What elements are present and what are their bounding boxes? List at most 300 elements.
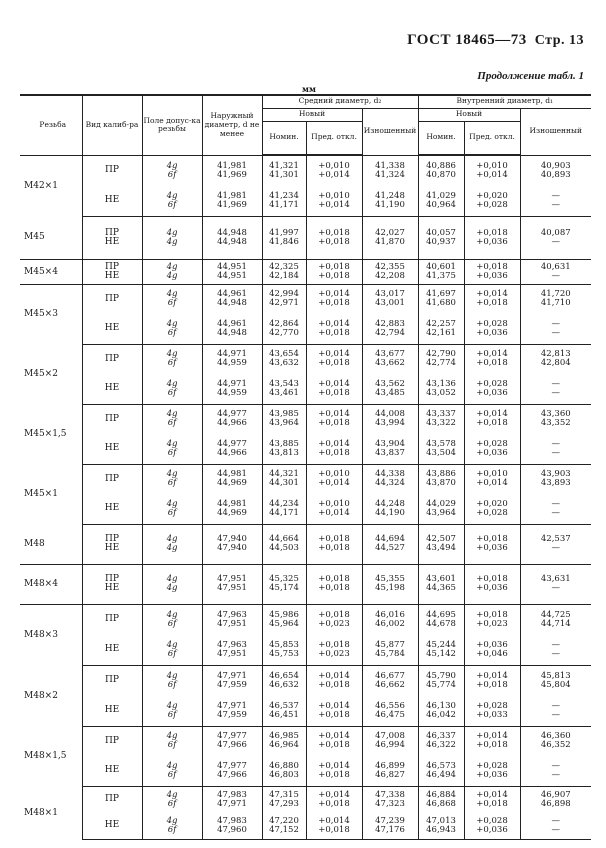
inner-deviation-value: +0,014	[476, 169, 508, 180]
pitch-worn-value: 41,248	[375, 190, 405, 201]
pitch-worn-value: 43,662	[375, 358, 405, 369]
inner-deviation-value: +0,020	[476, 190, 508, 201]
inner-worn-value: —	[551, 769, 561, 780]
pitch-worn-value: 41,870	[375, 236, 405, 247]
inner-worn-value: —	[551, 543, 561, 553]
inner-worn-value: —	[551, 760, 561, 771]
pitch-nominal	[262, 284, 306, 314]
inner-deviation-value: +0,028	[476, 507, 508, 518]
outer-diameter	[202, 786, 262, 813]
col-gauge-type: Вид калиб-ра	[82, 95, 142, 155]
outer-diameter-value: 41,969	[217, 169, 247, 180]
pitch-deviation-value: +0,014	[318, 409, 350, 420]
outer-diameter	[202, 604, 262, 635]
outer-diameter-value: 44,969	[217, 507, 247, 518]
inner-nominal-value: 43,886	[426, 469, 456, 480]
inner-nominal	[418, 604, 464, 635]
gauge-type-value: ПР НЕ	[104, 574, 120, 593]
inner-deviation-value: +0,028	[476, 438, 508, 449]
inner-nominal-value: 46,884	[426, 789, 456, 800]
table-row	[20, 604, 591, 635]
inner-deviation-value: +0,018	[476, 534, 508, 544]
gauge-type-value: ПР	[105, 413, 119, 424]
pitch-worn-value: 47,239	[375, 815, 405, 826]
outer-diameter-value: 44,959	[217, 358, 247, 369]
inner-nominal-value: 43,870	[426, 478, 456, 489]
pitch-worn-value: 43,677	[375, 349, 405, 360]
inner-deviation-value: +0,028	[476, 378, 508, 389]
tolerance-field-value: 4g	[166, 543, 178, 553]
inner-deviation-value: +0,014	[476, 478, 508, 489]
tolerance-field-value: 6f	[167, 740, 177, 751]
inner-deviation-value: +0,018	[476, 227, 508, 238]
pitch-nominal	[262, 186, 306, 217]
inner-nominal-value: 42,507	[426, 534, 456, 544]
tolerance-field	[142, 434, 202, 464]
gauge-type-value: ПР	[105, 675, 119, 685]
pitch-nominal	[262, 696, 306, 727]
inner-nominal-value: 41,680	[426, 298, 456, 309]
inner-deviation-value: +0,036	[476, 387, 508, 398]
col-pitch-deviation: Пред. откл.	[306, 121, 362, 155]
outer-diameter-value: 44,971	[217, 349, 247, 360]
tolerance-field-value: 4g	[166, 160, 178, 171]
inner-nominal-value: 45,142	[426, 648, 456, 659]
inner-worn	[520, 813, 591, 840]
inner-worn	[520, 186, 591, 217]
tolerance-field-value: 4g	[166, 190, 178, 201]
outer-diameter-value: 47,963	[217, 609, 247, 620]
inner-worn-value: —	[551, 438, 561, 449]
inner-nominal	[418, 186, 464, 217]
inner-nominal	[418, 284, 464, 314]
outer-diameter-value: 41,981	[217, 160, 247, 171]
inner-deviation	[464, 314, 520, 344]
inner-nominal-value: 46,042	[426, 709, 456, 720]
pitch-worn-value: 45,355	[375, 574, 405, 584]
inner-nominal-value: 40,937	[426, 236, 456, 247]
pitch-nominal-value: 43,813	[269, 447, 299, 458]
outer-diameter-value: 44,951	[217, 270, 247, 281]
outer-diameter-value: 44,948	[217, 327, 247, 338]
outer-diameter-value: 44,961	[217, 318, 247, 329]
inner-worn-value: —	[551, 583, 561, 593]
tolerance-field-value: 4g	[166, 760, 178, 771]
pitch-worn	[362, 696, 418, 727]
inner-worn	[520, 314, 591, 344]
inner-deviation-value: +0,018	[476, 679, 508, 690]
inner-nominal-value: 45,790	[426, 670, 456, 681]
pitch-nominal-value: 42,994	[269, 289, 299, 300]
gauge-type	[82, 564, 142, 604]
inner-deviation-value: +0,018	[476, 740, 508, 751]
inner-worn-value: 43,903	[540, 469, 571, 480]
tolerance-field	[142, 314, 202, 344]
inner-nominal-value: 43,494	[426, 543, 456, 553]
pitch-nominal-value: 42,770	[269, 327, 299, 338]
inner-nominal-value: 43,136	[426, 378, 456, 389]
table-row	[20, 434, 591, 464]
inner-deviation	[464, 696, 520, 727]
table-row	[20, 259, 591, 284]
inner-worn-value: —	[551, 815, 561, 826]
pitch-nominal	[262, 635, 306, 666]
gauge-type	[82, 434, 142, 464]
pitch-deviation-value: +0,018	[318, 824, 350, 835]
inner-nominal-value: 47,013	[426, 815, 456, 826]
pitch-nominal-value: 44,503	[269, 543, 299, 553]
tolerance-field-value: 6f	[167, 387, 177, 398]
pitch-nominal	[262, 259, 306, 284]
inner-worn-value: —	[551, 327, 561, 338]
pitch-deviation-value: +0,018	[318, 358, 350, 369]
pitch-worn	[362, 344, 418, 374]
pitch-nominal	[262, 464, 306, 494]
tolerance-field	[142, 696, 202, 727]
inner-deviation	[464, 186, 520, 217]
pitch-worn-value: 44,338	[375, 469, 405, 480]
inner-deviation-value: +0,018	[476, 298, 508, 309]
outer-diameter-value: 44,948	[217, 298, 247, 309]
tolerance-field	[142, 374, 202, 404]
pitch-deviation-value: +0,010	[318, 469, 350, 480]
table-row	[20, 696, 591, 727]
inner-worn	[520, 756, 591, 786]
inner-nominal	[418, 155, 464, 186]
outer-diameter-value: 47,966	[217, 740, 247, 751]
outer-diameter-value: 44,951	[217, 261, 247, 272]
inner-worn	[520, 665, 591, 696]
outer-diameter-value: 47,951	[217, 618, 247, 629]
inner-deviation-value: +0,014	[476, 289, 508, 300]
inner-worn	[520, 635, 591, 666]
pitch-deviation-value: +0,018	[318, 679, 350, 690]
outer-diameter-value: 44,966	[217, 447, 247, 458]
tolerance-field	[142, 665, 202, 696]
tolerance-field-value: 4g	[166, 409, 178, 420]
inner-deviation-value: +0,010	[476, 469, 508, 480]
inner-deviation-value: +0,018	[476, 609, 508, 620]
inner-worn-value: 43,352	[540, 418, 571, 429]
inner-nominal	[418, 813, 464, 840]
inner-worn	[520, 464, 591, 494]
inner-deviation-value: +0,036	[476, 583, 508, 593]
inner-worn	[520, 494, 591, 524]
tolerance-field	[142, 464, 202, 494]
pitch-nominal-value: 46,451	[269, 709, 299, 720]
tolerance-field-value: 4g	[166, 438, 178, 449]
inner-nominal	[418, 756, 464, 786]
inner-deviation-value: +0,028	[476, 815, 508, 826]
outer-diameter-value: 47,977	[217, 760, 247, 771]
pitch-nominal-value: 41,321	[269, 160, 299, 171]
outer-diameter-value: 47,963	[217, 639, 247, 650]
outer-diameter-value: 41,969	[217, 199, 247, 210]
gauge-type	[82, 726, 142, 756]
pitch-deviation-value: +0,014	[318, 289, 350, 300]
pitch-deviation-value: +0,023	[318, 648, 350, 659]
tolerance-field-value: 4g	[166, 318, 178, 329]
inner-deviation	[464, 344, 520, 374]
pitch-worn-value: 42,883	[375, 318, 405, 329]
inner-deviation-value: +0,014	[476, 670, 508, 681]
pitch-worn-value: 44,694	[375, 534, 405, 544]
pitch-deviation-value: +0,018	[318, 327, 350, 338]
outer-diameter-value: 44,977	[217, 438, 247, 449]
inner-nominal	[418, 216, 464, 259]
inner-deviation-value: +0,023	[476, 618, 508, 629]
pitch-nominal-value: 41,234	[269, 190, 299, 201]
pitch-deviation-value: +0,010	[318, 160, 350, 171]
outer-diameter-value: 47,940	[217, 534, 247, 544]
thread-designation: M48×2	[24, 690, 58, 701]
inner-deviation-value: +0,018	[476, 574, 508, 584]
tolerance-field-value: 4g	[166, 670, 178, 681]
inner-deviation-value: +0,028	[476, 318, 508, 329]
inner-worn-value: 46,907	[540, 789, 571, 800]
inner-deviation-value: +0,036	[476, 639, 508, 650]
inner-nominal-value: 42,161	[426, 327, 456, 338]
inner-nominal-value: 43,337	[426, 409, 456, 420]
pitch-worn-value: 41,338	[375, 160, 405, 171]
inner-nominal-value: 44,695	[426, 609, 456, 620]
inner-worn-value: —	[551, 700, 561, 711]
tolerance-field-value: 4g	[166, 261, 178, 272]
col-inner-deviation: Пред. откл.	[464, 121, 520, 155]
pitch-deviation-value: +0,018	[318, 236, 350, 247]
inner-nominal-value: 45,244	[426, 639, 456, 650]
gauge-type-value: НЕ	[104, 644, 120, 654]
pitch-deviation-value: +0,014	[318, 169, 350, 180]
inner-deviation	[464, 786, 520, 813]
inner-nominal-value: 46,573	[426, 760, 456, 771]
pitch-worn-value: 46,556	[375, 700, 405, 711]
inner-deviation-value: +0,018	[476, 418, 508, 429]
outer-diameter-value: 47,959	[217, 709, 247, 720]
inner-deviation-value: +0,036	[476, 236, 508, 247]
pitch-nominal-value: 43,632	[269, 358, 299, 369]
tolerance-field-value: 6f	[167, 618, 177, 629]
thread-designation: M45×1	[24, 489, 58, 499]
gauge-type-value: НЕ	[104, 503, 120, 514]
table-row	[20, 155, 591, 186]
tolerance-field-value: 4g	[166, 378, 178, 389]
pitch-nominal-value: 43,654	[269, 349, 299, 360]
inner-deviation	[464, 155, 520, 186]
inner-worn	[520, 155, 591, 186]
outer-diameter	[202, 434, 262, 464]
inner-worn-value: —	[551, 236, 561, 247]
pitch-nominal	[262, 314, 306, 344]
col-thread: Резьба	[20, 95, 82, 155]
gauge-type-value: ПР НЕ	[104, 227, 120, 247]
tolerance-field	[142, 186, 202, 217]
table-row	[20, 756, 591, 786]
pitch-deviation-value: +0,014	[318, 318, 350, 329]
pitch-deviation-value: +0,018	[318, 709, 350, 720]
inner-nominal-value: 43,601	[426, 574, 456, 584]
pitch-deviation	[306, 284, 362, 314]
inner-worn-value: 46,898	[540, 798, 571, 809]
inner-deviation-value: +0,014	[476, 409, 508, 420]
pitch-nominal-value: 43,543	[269, 378, 299, 389]
tolerance-field-value: 4g	[166, 815, 178, 826]
tolerance-field	[142, 726, 202, 756]
outer-diameter	[202, 404, 262, 434]
pitch-worn-value: 44,527	[375, 543, 405, 553]
gauge-type	[82, 344, 142, 374]
table-row	[20, 786, 591, 813]
thread-designation: M45×2	[24, 369, 58, 379]
outer-diameter-value: 47,940	[217, 543, 247, 553]
gauge-type	[82, 216, 142, 259]
pitch-worn-value: 47,176	[375, 824, 405, 835]
pitch-nominal	[262, 216, 306, 259]
table-row	[20, 374, 591, 404]
pitch-nominal-value: 41,997	[269, 227, 299, 238]
col-inner-worn: Изношенный	[520, 108, 591, 155]
pitch-worn-value: 45,877	[375, 639, 405, 650]
thread-designation: M42×1	[24, 180, 58, 191]
pitch-worn-value: 46,662	[375, 679, 405, 690]
pitch-nominal-value: 46,880	[269, 760, 299, 771]
col-pitch-new: Новый	[262, 108, 362, 121]
outer-diameter-value: 47,959	[217, 679, 247, 690]
tolerance-field	[142, 216, 202, 259]
inner-nominal-value: 41,697	[426, 289, 456, 300]
tolerance-field-value: 6f	[167, 418, 177, 429]
pitch-nominal-value: 46,964	[269, 740, 299, 751]
outer-diameter	[202, 813, 262, 840]
outer-diameter	[202, 464, 262, 494]
inner-worn	[520, 564, 591, 604]
outer-diameter-value: 44,948	[217, 236, 247, 247]
inner-worn-value: —	[551, 824, 561, 835]
pitch-nominal	[262, 155, 306, 186]
pitch-deviation	[306, 259, 362, 284]
pitch-worn-value: 47,338	[375, 789, 405, 800]
inner-deviation-value: +0,046	[476, 648, 508, 659]
page-number: Стр. 13	[534, 33, 584, 48]
col-inner-diameter: Внутренний диаметр, d₁	[418, 95, 591, 108]
pitch-worn-value: 41,190	[375, 199, 405, 210]
tolerance-field-value: 6f	[167, 769, 177, 780]
gauge-type	[82, 756, 142, 786]
pitch-deviation	[306, 155, 362, 186]
outer-diameter-value: 44,971	[217, 378, 247, 389]
tolerance-field-value: 6f	[167, 824, 177, 835]
table-row	[20, 284, 591, 314]
outer-diameter-value: 41,981	[217, 190, 247, 201]
pitch-worn-value: 45,784	[375, 648, 405, 659]
pitch-worn	[362, 756, 418, 786]
thread-designation: M45×3	[24, 309, 58, 320]
tolerance-field-value: 6f	[167, 648, 177, 659]
tolerance-field-value: 4g	[166, 789, 178, 800]
inner-deviation-value: +0,036	[476, 769, 508, 780]
pitch-deviation	[306, 604, 362, 635]
pitch-nominal	[262, 494, 306, 524]
table-row	[20, 726, 591, 756]
inner-nominal	[418, 564, 464, 604]
pitch-worn-value: 42,208	[375, 270, 405, 281]
inner-deviation-value: +0,036	[476, 270, 508, 281]
outer-diameter-value: 44,969	[217, 478, 247, 489]
pitch-worn-value: 43,485	[375, 387, 405, 398]
pitch-worn-value: 47,323	[375, 798, 405, 809]
pitch-deviation-value: +0,018	[318, 740, 350, 751]
inner-nominal-value: 46,337	[426, 731, 456, 742]
pitch-deviation-value: +0,014	[318, 670, 350, 681]
inner-worn	[520, 604, 591, 635]
pitch-deviation	[306, 314, 362, 344]
gauge-type-value: ПР	[105, 165, 119, 175]
inner-deviation-value: +0,028	[476, 199, 508, 210]
pitch-nominal	[262, 344, 306, 374]
tolerance-field-value: 6f	[167, 478, 177, 489]
pitch-worn	[362, 314, 418, 344]
pitch-worn	[362, 404, 418, 434]
outer-diameter-value: 47,966	[217, 769, 247, 780]
inner-deviation	[464, 284, 520, 314]
inner-deviation-value: +0,036	[476, 543, 508, 553]
tolerance-field-value: 6f	[167, 169, 177, 180]
outer-diameter	[202, 635, 262, 666]
pitch-worn-value: 44,190	[375, 507, 405, 518]
gauge-type	[82, 786, 142, 813]
outer-diameter	[202, 564, 262, 604]
inner-deviation	[464, 604, 520, 635]
pitch-worn-value: 44,324	[375, 478, 405, 489]
inner-deviation-value: +0,014	[476, 731, 508, 742]
gauge-type	[82, 284, 142, 314]
inner-nominal	[418, 344, 464, 374]
pitch-worn-value: 43,837	[375, 447, 405, 458]
outer-diameter	[202, 216, 262, 259]
pitch-worn	[362, 494, 418, 524]
inner-deviation-value: +0,018	[476, 798, 508, 809]
pitch-nominal-value: 44,234	[269, 498, 299, 509]
tolerance-field-value: 6f	[167, 327, 177, 338]
gauge-type	[82, 635, 142, 666]
inner-worn	[520, 284, 591, 314]
inner-nominal-value: 40,886	[426, 160, 456, 171]
inner-worn-value: 44,714	[540, 618, 571, 629]
inner-nominal	[418, 524, 464, 564]
pitch-nominal-value: 47,315	[269, 789, 299, 800]
pitch-nominal	[262, 813, 306, 840]
inner-deviation-value: +0,018	[476, 261, 508, 272]
inner-worn-value: —	[551, 387, 561, 398]
inner-nominal-value: 40,601	[426, 261, 456, 272]
gauge-type	[82, 604, 142, 635]
pitch-worn-value: 46,002	[375, 618, 405, 629]
pitch-deviation-value: +0,018	[318, 447, 350, 458]
tolerance-field-value: 4g	[166, 289, 178, 300]
pitch-deviation	[306, 216, 362, 259]
pitch-deviation-value: +0,018	[318, 543, 350, 553]
inner-nominal-value: 40,057	[426, 227, 456, 238]
inner-nominal-value: 45,774	[426, 679, 456, 690]
inner-worn	[520, 259, 591, 284]
tolerance-field-value: 4g	[166, 574, 178, 584]
pitch-deviation-value: +0,014	[318, 700, 350, 711]
gauge-type	[82, 524, 142, 564]
pitch-worn-value: 46,827	[375, 769, 405, 780]
inner-nominal	[418, 635, 464, 666]
table-body	[20, 155, 591, 839]
inner-worn-value: —	[551, 378, 561, 389]
